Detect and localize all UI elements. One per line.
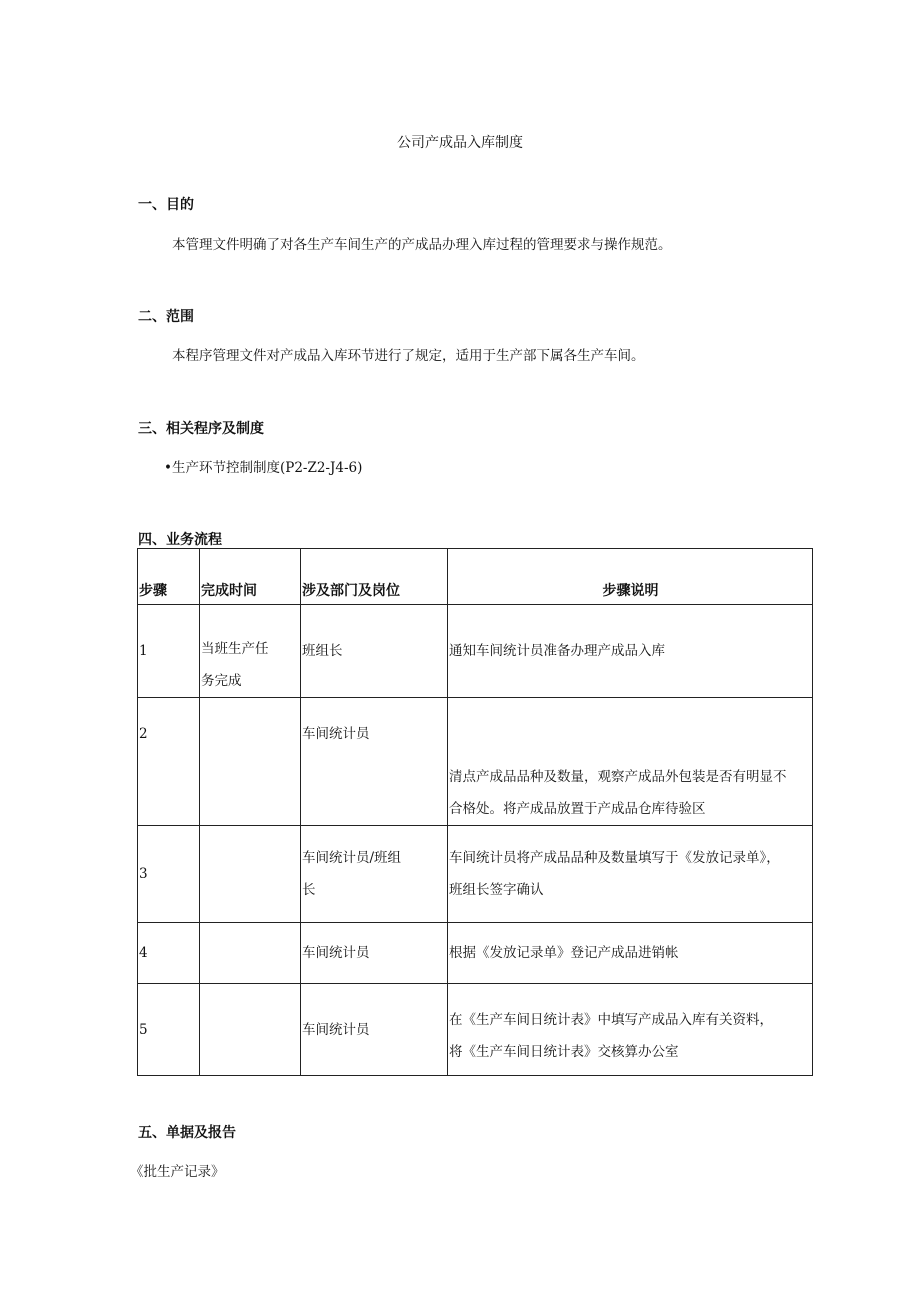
document-title: 公司产成品入库制度 bbox=[397, 135, 523, 151]
cell-line: 合格处。将产成品放置于产成品仓库待验区 bbox=[449, 801, 706, 817]
table-header-row bbox=[138, 549, 813, 605]
scope-text: 本程序管理文件对产成品入库环节进行了规定，适用于生产部下属各生产车间。 bbox=[172, 348, 645, 364]
forms-item: 《批生产记录》 bbox=[130, 1164, 225, 1180]
cell-desc bbox=[448, 605, 813, 698]
cell-line: 务完成 bbox=[201, 673, 242, 689]
cell-step: 4 bbox=[138, 923, 200, 984]
cell-line: 将《生产车间日统计表》交核算办公室 bbox=[449, 1044, 679, 1060]
cell-line: 车间统计员/班组 bbox=[302, 850, 402, 866]
cell-desc bbox=[448, 923, 813, 984]
cell-dept bbox=[301, 605, 448, 698]
table-row bbox=[138, 984, 813, 1076]
cell-time bbox=[200, 826, 301, 923]
table-row bbox=[138, 923, 813, 984]
cell-time bbox=[200, 923, 301, 984]
table-row bbox=[138, 605, 813, 698]
process-table bbox=[137, 548, 813, 1076]
cell-line: 通知车间统计员准备办理产成品入库 bbox=[449, 643, 665, 659]
table-row bbox=[138, 826, 813, 923]
cell-desc bbox=[448, 984, 813, 1076]
cell-time bbox=[200, 698, 301, 826]
cell-line: 车间统计员将产成品品种及数量填写于《发放记录单》， bbox=[449, 850, 780, 866]
cell-line: 班组长签字确认 bbox=[449, 882, 544, 898]
cell-step: 5 bbox=[138, 984, 200, 1076]
cell-line: 在《生产车间日统计表》中填写产成品入库有关资料， bbox=[449, 1012, 773, 1028]
cell-line: 班组长 bbox=[302, 643, 343, 659]
header-step: 步骤 bbox=[138, 549, 200, 605]
cell-line: 车间统计员 bbox=[302, 1021, 370, 1038]
header-time: 完成时间 bbox=[200, 549, 301, 605]
cell-time bbox=[200, 984, 301, 1076]
cell-dept bbox=[301, 923, 448, 984]
section-heading-forms: 五、单据及报告 bbox=[138, 1125, 236, 1141]
header-desc: 步骤说明 bbox=[448, 549, 813, 605]
table-row bbox=[138, 698, 813, 826]
purpose-text: 本管理文件明确了对各生产车间生产的产成品办理入库过程的管理要求与操作规范。 bbox=[172, 237, 672, 253]
cell-desc bbox=[448, 826, 813, 923]
cell-line: 清点产成品品种及数量，观察产成品外包装是否有明显不 bbox=[449, 769, 787, 785]
cell-line: 车间统计员 bbox=[302, 945, 370, 961]
cell-step: 2 bbox=[138, 698, 200, 826]
cell-dept bbox=[301, 826, 448, 923]
related-item: •生产环节控制制度(P2-Z2-J4-6) bbox=[164, 460, 363, 476]
section-heading-process: 四、业务流程 bbox=[138, 532, 222, 548]
cell-dept bbox=[301, 984, 448, 1076]
section-heading-purpose: 一、目的 bbox=[138, 197, 194, 213]
section-heading-related: 三、相关程序及制度 bbox=[138, 421, 264, 437]
cell-step: 3 bbox=[138, 826, 200, 923]
cell-dept bbox=[301, 698, 448, 826]
cell-step: 1 bbox=[138, 605, 200, 698]
cell-line: 长 bbox=[302, 882, 316, 898]
cell-line: 车间统计员 bbox=[302, 726, 370, 742]
cell-time bbox=[200, 605, 301, 698]
cell-line: 当班生产任 bbox=[201, 641, 269, 657]
cell-line: 根据《发放记录单》登记产成品进销帐 bbox=[449, 945, 679, 961]
header-dept: 涉及部门及岗位 bbox=[301, 549, 448, 605]
cell-desc bbox=[448, 698, 813, 826]
section-heading-scope: 二、范围 bbox=[138, 309, 194, 325]
